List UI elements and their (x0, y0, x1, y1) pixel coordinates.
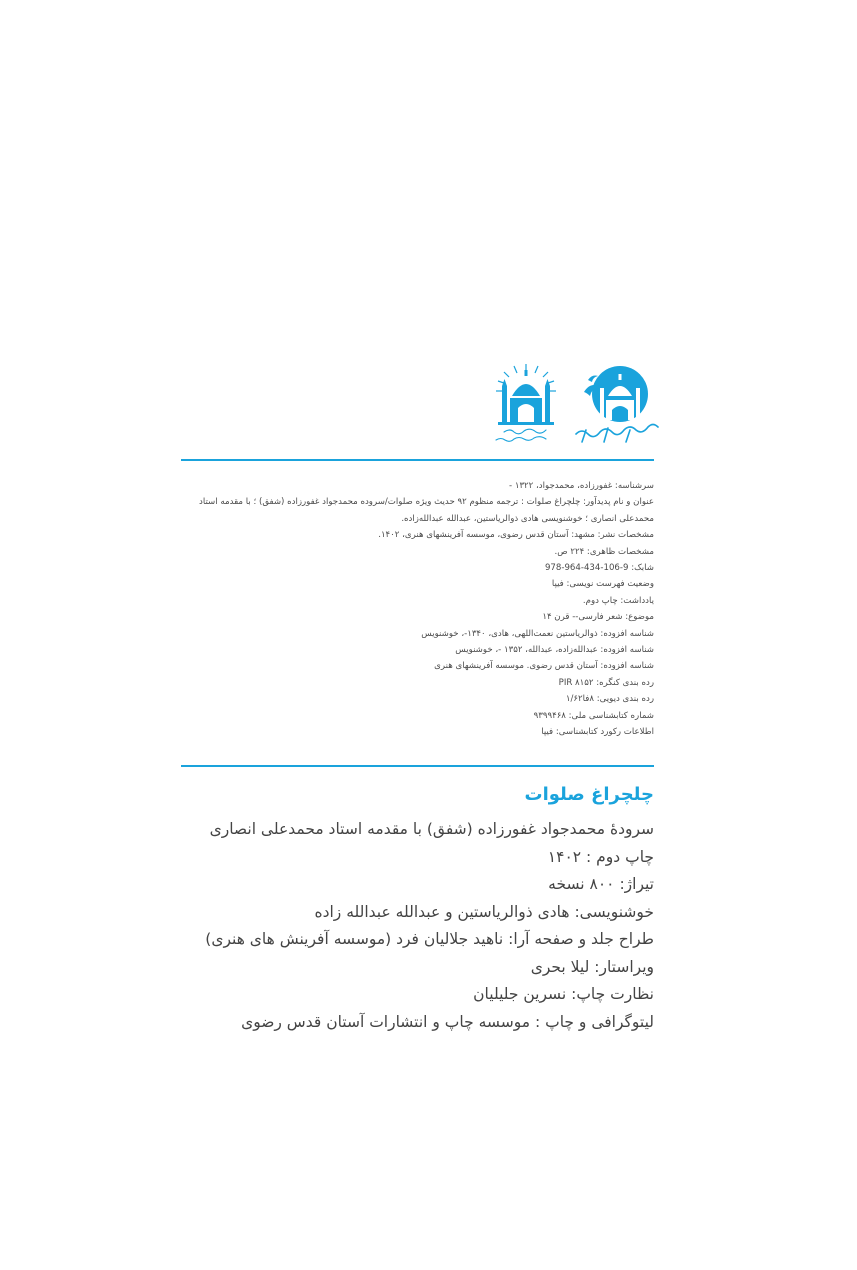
catalog-line-subject: موضوع: شعر فارسی-- قرن ۱۴ (542, 612, 654, 623)
catalog-line-added-entry-3: شناسه افزوده: آستان قدس رضوی. موسسه آفرینشهای هنری (434, 661, 654, 672)
catalog-line-national-number: شماره کتابشناسی ملی: ۹۳۹۹۴۶۸ (533, 710, 654, 721)
bottom-divider (181, 765, 654, 767)
catalog-line-dewey: رده بندی دیویی: ۸فا۱/۶۲ (565, 694, 654, 705)
catalog-line-note: یادداشت: چاپ دوم. (582, 595, 654, 606)
catalog-line-title: عنوان و نام پدیدآور: چلچراغ صلوات : ترجمه منظوم ۹۲ حدیث ویژه صلوات/سروده محمدجواد غفورزاده (شفق) ؛ با مقدمه استاد محمدعلی انصاری ؛ خوشنویسی هادی ذوالریاستین، عبدالله عبدالله‌زاده. (199, 497, 654, 524)
top-divider (181, 459, 654, 461)
catalog-line-isbn: شابک: 9-106-434-964-978 (544, 563, 654, 574)
catalog-line-record-info: اطلاعات رکورد کتابشناسی: فیپا (541, 727, 654, 738)
credit-edition: چاپ دوم : ۱۴۰۲ (547, 847, 654, 866)
credit-editor: ویراستار: لیلا بحری (530, 957, 654, 976)
publisher-logos (490, 362, 660, 448)
credit-author: سرودهٔ محمدجواد غفورزاده (شفق) با مقدمه استاد محمدعلی انصاری (209, 820, 654, 838)
art-institute-logo (574, 362, 660, 446)
catalog-line-lc-class: رده بندی کنگره: PIR ۸۱۵۲ (558, 677, 654, 688)
credit-print-supervision: نظارت چاپ: نسرین جلیلیان (473, 985, 654, 1003)
credit-designer: طراح جلد و صفحه آرا: ناهید جلالیان فرد (موسسه آفرینش های هنری) (205, 930, 654, 948)
book-title: چلچراغ صلوات (524, 784, 654, 805)
catalog-line-physical: مشخصات ظاهری: ۲۲۴ ص. (554, 546, 654, 557)
catalog-line-added-entry-2: شناسه افزوده: عبدالله‌زاده، عبدالله، ۱۳۵۲ -، خوشنویس (455, 645, 654, 656)
catalog-line-publication: مشخصات نشر: مشهد: آستان قدس رضوی، موسسه آفرینشهای هنری، ۱۴۰۲. (378, 530, 654, 541)
credit-printing: لیتوگرافی و چاپ : موسسه چاپ و انتشارات آستان قدس رضوی (241, 1012, 654, 1031)
catalog-line-status: وضعیت فهرست نویسی: فیپا (551, 579, 654, 590)
credit-print-run: تیراژ: ۸۰۰ نسخه (548, 875, 654, 893)
catalog-line-author: سرشناسه: غفورزاده، محمدجواد، ۱۳۲۲ - (508, 481, 654, 491)
astan-quds-logo (490, 362, 562, 446)
credits-block (181, 816, 654, 1036)
catalog-line-added-entry-1: شناسه افزوده: ذوالریاستین نعمت‌اللهی، هادی، ۱۳۴۰-، خوشنویس (421, 628, 654, 639)
credit-calligraphy: خوشنویسی: هادی ذوالریاستین و عبدالله عبدالله زاده (314, 902, 654, 921)
cataloging-record (181, 478, 654, 741)
